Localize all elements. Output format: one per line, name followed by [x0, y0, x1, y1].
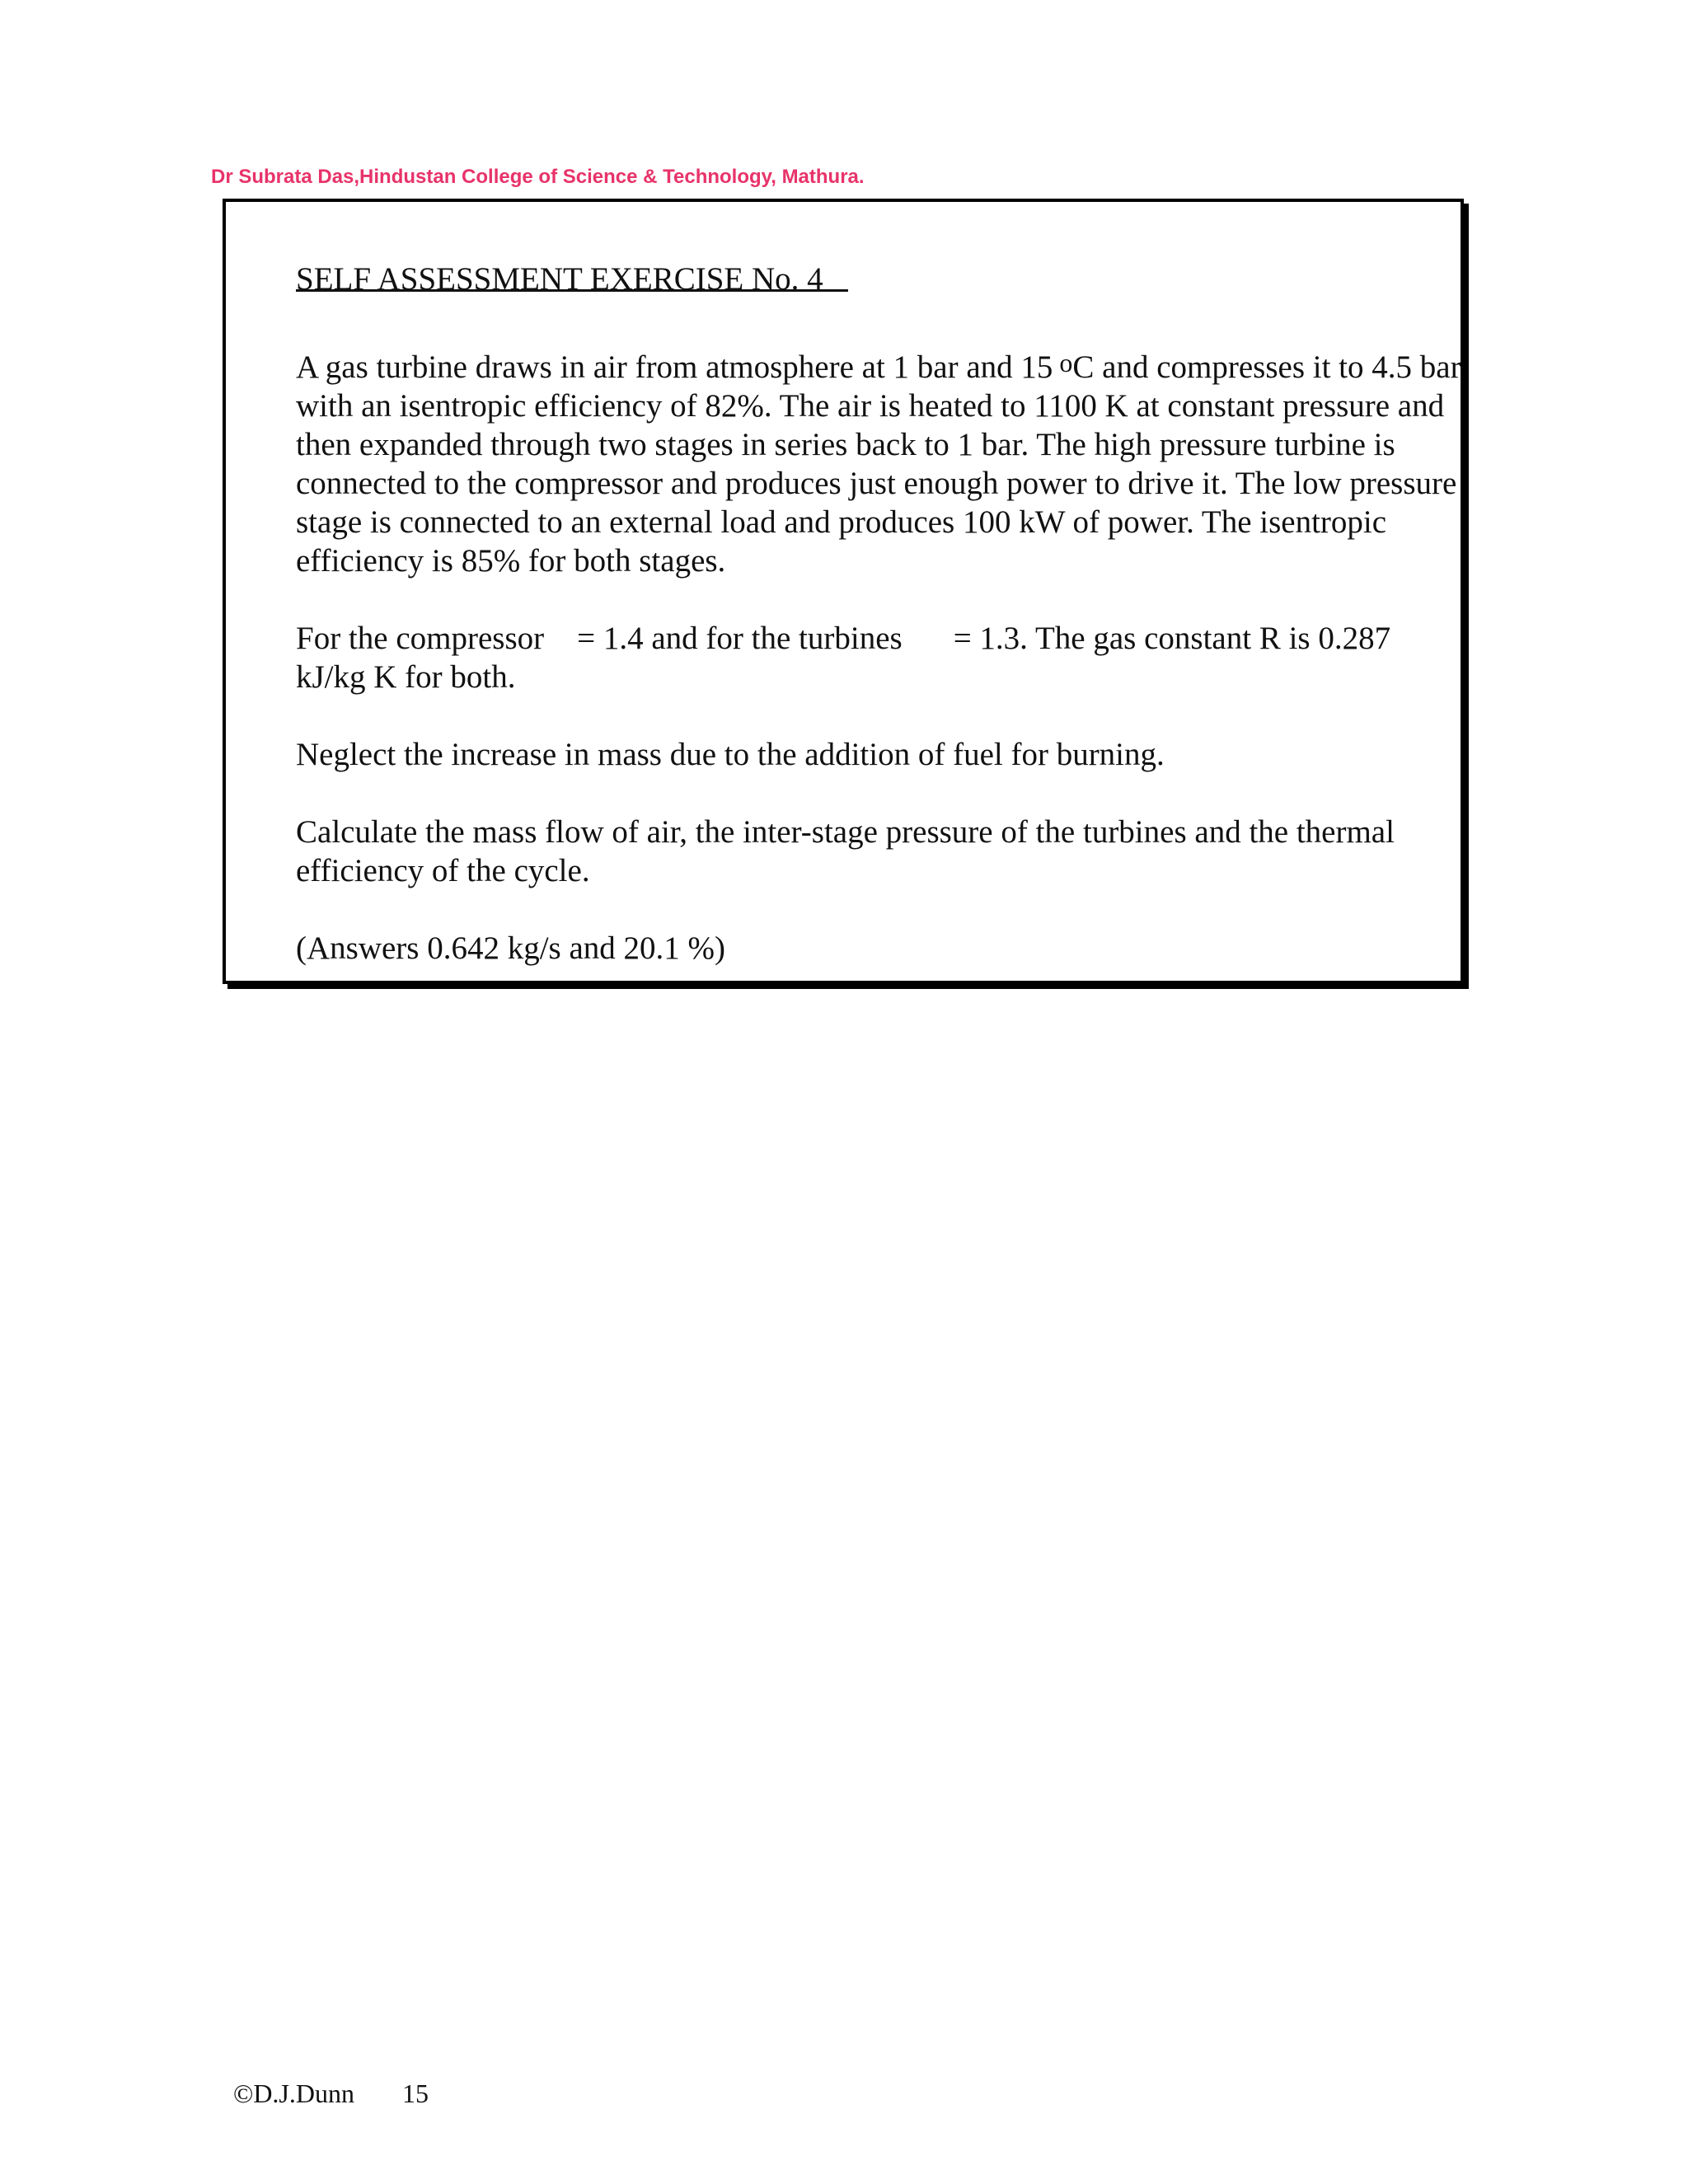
problem-statement: [296, 344, 1466, 580]
copyright-text: ©D.J.Dunn: [233, 2079, 354, 2108]
exercise-title: SELF ASSESSMENT EXERCISE No. 4: [296, 260, 848, 292]
problem-text-start: A gas turbine draws in air from atmosphere at 1 bar and 15: [296, 349, 1053, 385]
problem-text-rest: C and compresses it to 4.5 bar with an isentropic efficiency of 82%. The air is heated to 1100 K at constant pressure and then expanded through two stages in series back to 1 bar. The high pressure turbine is connected to the compressor and produces just enough power to drive it. The low pressure stage is connected to an external load and produces 100 kW of power. The isentropic efficiency is 85% for both stages.: [296, 349, 1461, 579]
exercise-box: [223, 199, 1464, 984]
degree-superscript: o: [1059, 348, 1073, 377]
header-credit: Dr Subrata Das,Hindustan College of Science & Technology, Mathura.: [211, 166, 865, 188]
assumption-note: Neglect the increase in mass due to the addition of fuel for burning.: [296, 737, 1165, 772]
task-statement: Calculate the mass flow of air, the inter-stage pressure of the turbines and the thermal efficiency of the cycle.: [296, 814, 1395, 888]
answers-line: (Answers 0.642 kg/s and 20.1 %): [296, 930, 726, 966]
exercise-content: [296, 260, 1466, 968]
page-footer: [233, 2079, 429, 2109]
gas-properties: [296, 619, 1466, 696]
gas-properties-part2: = 1.4 and for the turbines: [577, 621, 903, 656]
gas-properties-part1: For the compressor: [296, 621, 545, 656]
page-number: 15: [401, 2079, 429, 2108]
gas-properties-part3: = 1.3. The gas constant R is 0.287 kJ/kg K for both.: [296, 621, 1391, 695]
